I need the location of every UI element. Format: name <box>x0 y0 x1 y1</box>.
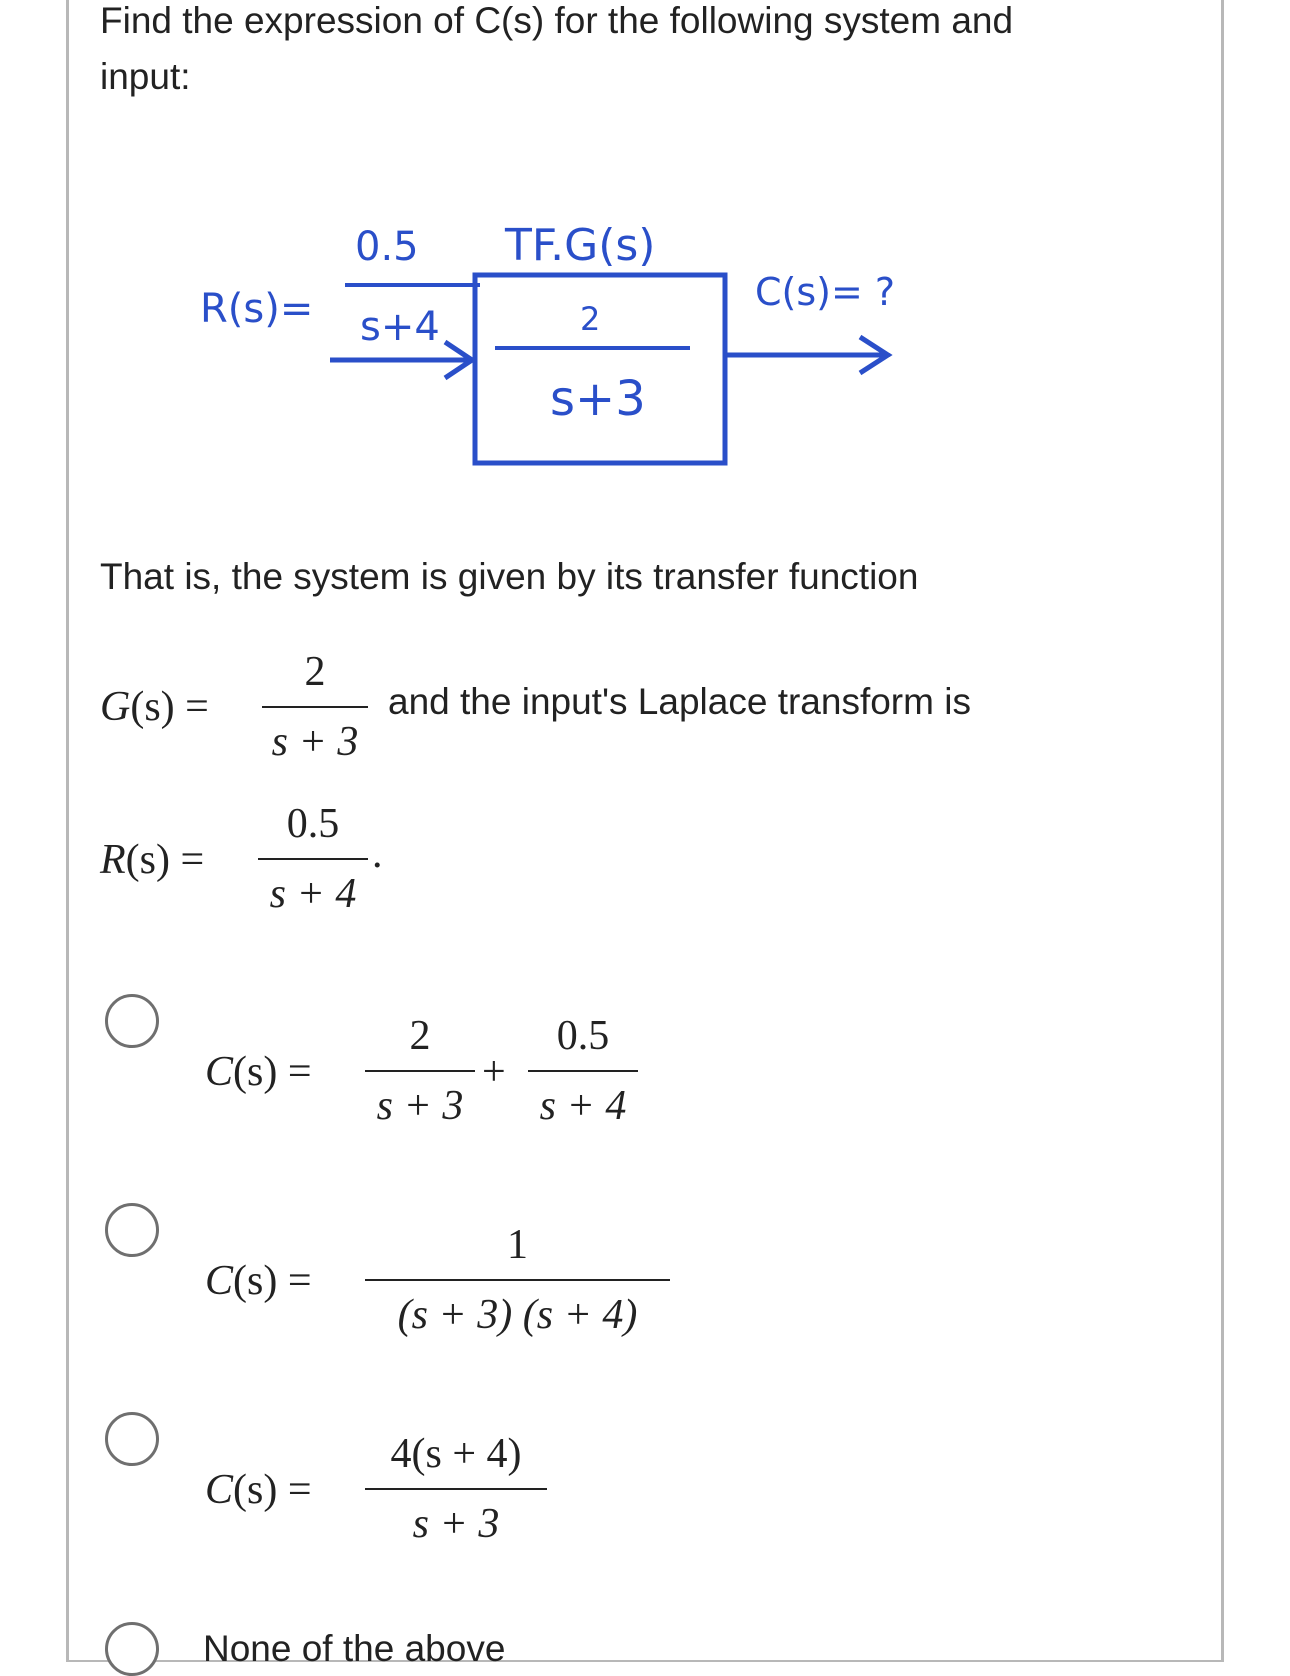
input-signal <box>200 224 480 378</box>
r-of-s-period: . <box>372 831 383 877</box>
block-diagram <box>200 200 1020 500</box>
diagram-block-title: TF.G(s) <box>505 220 656 271</box>
question-explanation: That is, the system is given by its transfer function <box>100 556 919 597</box>
system-block <box>475 220 725 463</box>
g-of-s-lhs: G(s) = <box>100 684 209 730</box>
diagram-output-label: C(s)= ? <box>755 270 896 314</box>
diagram-input-num: 0.5 <box>355 224 419 270</box>
diagram-block-den: s+3 <box>550 371 646 427</box>
option-3-radio[interactable] <box>105 1412 159 1466</box>
g-of-s-fraction <box>262 646 368 768</box>
option-1-lhs: C(s) = <box>205 1049 312 1095</box>
option-1-plus: + <box>482 1049 506 1095</box>
g-denominator: s + 3 <box>271 719 359 765</box>
g-fraction-bar <box>262 706 368 708</box>
question-line-2: input: <box>100 56 191 97</box>
r-denominator: s + 4 <box>269 871 357 917</box>
diagram-input-label: R(s)= <box>200 286 314 332</box>
diagram-block-num: 2 <box>580 300 601 338</box>
output-signal <box>725 270 895 373</box>
r-of-s-lhs: R(s) = <box>100 837 205 883</box>
r-fraction-bar <box>258 858 368 860</box>
r-numerator: 0.5 <box>286 801 340 847</box>
r-of-s-fraction <box>258 798 368 920</box>
option-1-radio[interactable] <box>105 994 159 1048</box>
option-1-fraction-2: 0.5 s + 4 <box>528 1010 638 1132</box>
option-1-fraction-1: 2 s + 3 <box>365 1010 475 1132</box>
diagram-input-den: s+4 <box>360 304 440 350</box>
question-mid-text: and the input's Laplace transform is <box>388 681 971 722</box>
option-3-fraction: 4(s + 4) s + 3 <box>365 1428 547 1550</box>
option-4-label: None of the above <box>203 1628 506 1669</box>
g-numerator: 2 <box>304 649 326 695</box>
option-2-fraction: 1 (s + 3) (s + 4) <box>365 1219 670 1341</box>
option-2-radio[interactable] <box>105 1203 159 1257</box>
option-2-lhs: C(s) = <box>205 1258 312 1304</box>
question-line-1: Find the expression of C(s) for the following system and <box>100 0 1014 41</box>
option-3-lhs: C(s) = <box>205 1467 312 1513</box>
